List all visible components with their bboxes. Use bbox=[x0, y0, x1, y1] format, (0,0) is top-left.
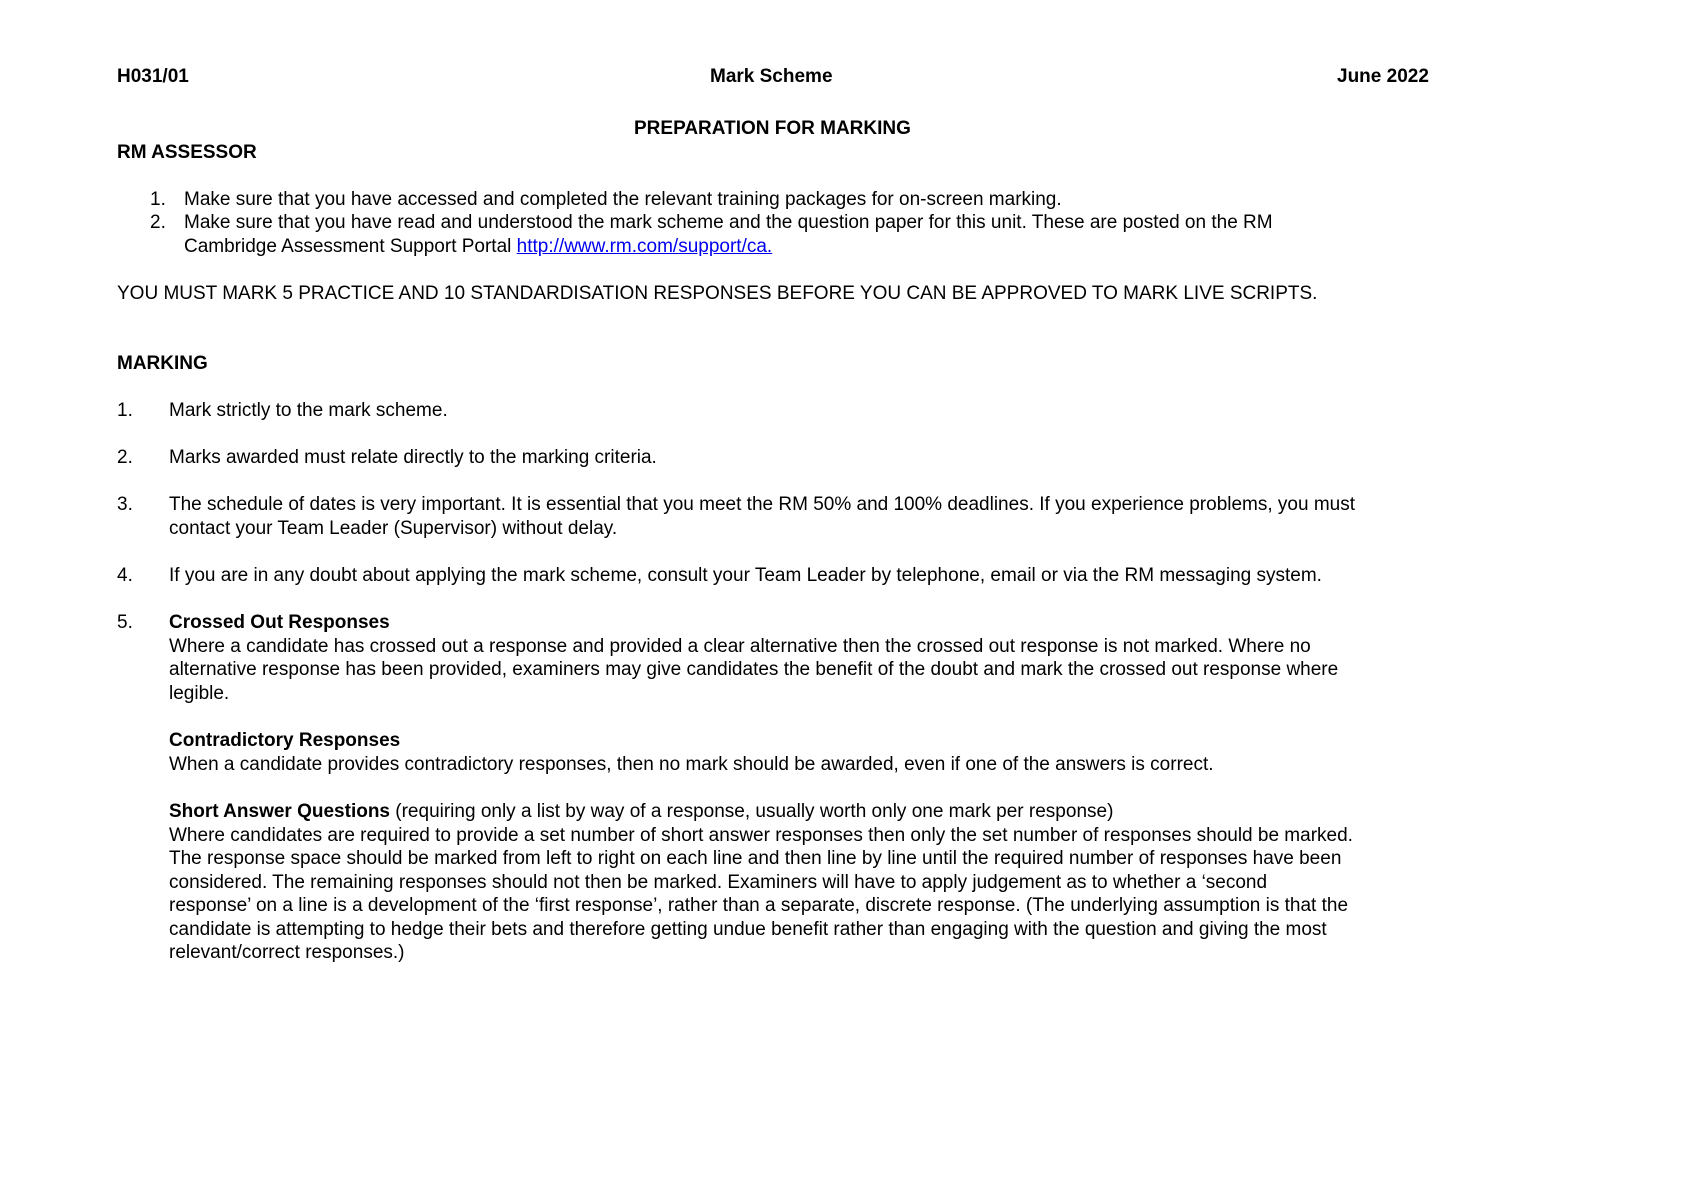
marking-item-number: 4. bbox=[117, 565, 133, 586]
document-title: Mark Scheme bbox=[710, 66, 833, 87]
marking-item-text: Mark strictly to the mark scheme. bbox=[169, 400, 448, 421]
marking-item-number: 5. bbox=[117, 612, 133, 633]
rm-item-number: 1. bbox=[150, 189, 166, 210]
rm-item-text: Make sure that you have read and understood the mark scheme and the question paper for this unit. These are posted on the RM bbox=[184, 212, 1273, 233]
crossed-out-heading: Crossed Out Responses bbox=[169, 612, 390, 633]
marking-item-number: 2. bbox=[117, 447, 133, 468]
crossed-out-line: legible. bbox=[169, 683, 230, 704]
crossed-out-line: Where a candidate has crossed out a response and provided a clear alternative then the crossed out response is not marked. Where no bbox=[169, 636, 1311, 657]
marking-item-text: If you are in any doubt about applying the mark scheme, consult your Team Leader by telephone, email or via the RM messaging system. bbox=[169, 565, 1322, 586]
short-answer-note: (requiring only a list by way of a response, usually worth only one mark per response) bbox=[390, 801, 1114, 822]
support-portal-link[interactable]: http://www.rm.com/support/ca. bbox=[516, 236, 773, 257]
document-code: H031/01 bbox=[117, 66, 189, 87]
marking-item-text: contact your Team Leader (Supervisor) without delay. bbox=[169, 518, 618, 539]
portal-label: Cambridge Assessment Support Portal bbox=[184, 236, 517, 257]
short-answer-line: considered. The remaining responses should not then be marked. Examiners will have to apply judgement as to whether a ‘second bbox=[169, 872, 1268, 893]
contradictory-line: When a candidate provides contradictory responses, then no mark should be awarded, even if one of the answers is correct. bbox=[169, 754, 1214, 775]
short-answer-line: candidate is attempting to hedge their bets and therefore getting undue benefit rather than engaging with the question and giving the most bbox=[169, 919, 1327, 940]
short-answer-heading: Short Answer Questions bbox=[169, 801, 390, 822]
short-answer-line: response’ on a line is a development of the ‘first response’, rather than a separate, discrete response. (The underlying assumption is that the bbox=[169, 895, 1349, 916]
short-answer-line: The response space should be marked from left to right on each line and then line by line until the required number of responses have been bbox=[169, 848, 1342, 869]
marking-item-number: 1. bbox=[117, 400, 133, 421]
contradictory-heading: Contradictory Responses bbox=[169, 730, 401, 751]
marking-item-text: Marks awarded must relate directly to the marking criteria. bbox=[169, 447, 657, 468]
rm-item-number: 2. bbox=[150, 212, 166, 233]
rm-item-text: Make sure that you have accessed and completed the relevant training packages for on-screen marking. bbox=[184, 189, 1062, 210]
standardisation-notice: YOU MUST MARK 5 PRACTICE AND 10 STANDARDISATION RESPONSES BEFORE YOU CAN BE APPROVED TO MARK LIVE SCRIPTS. bbox=[117, 283, 1318, 304]
short-answer-line: relevant/correct responses.) bbox=[169, 942, 405, 963]
document-date: June 2022 bbox=[1337, 66, 1429, 87]
marking-item-text: The schedule of dates is very important. It is essential that you meet the RM 50% and 100% deadlines. If you experience problems, you must bbox=[169, 494, 1356, 515]
short-answer-line: Where candidates are required to provide a set number of short answer responses then only the set number of responses should be marked. bbox=[169, 825, 1353, 846]
marking-heading: MARKING bbox=[117, 353, 208, 374]
marking-item-number: 3. bbox=[117, 494, 133, 515]
preparation-heading: PREPARATION FOR MARKING bbox=[634, 118, 911, 139]
crossed-out-line: alternative response has been provided, examiners may give candidates the benefit of the doubt and mark the crossed out response where bbox=[169, 659, 1339, 680]
short-answer-heading-row bbox=[169, 801, 1113, 823]
rm-item-text-cont bbox=[184, 236, 772, 258]
rm-assessor-heading: RM ASSESSOR bbox=[117, 142, 257, 163]
